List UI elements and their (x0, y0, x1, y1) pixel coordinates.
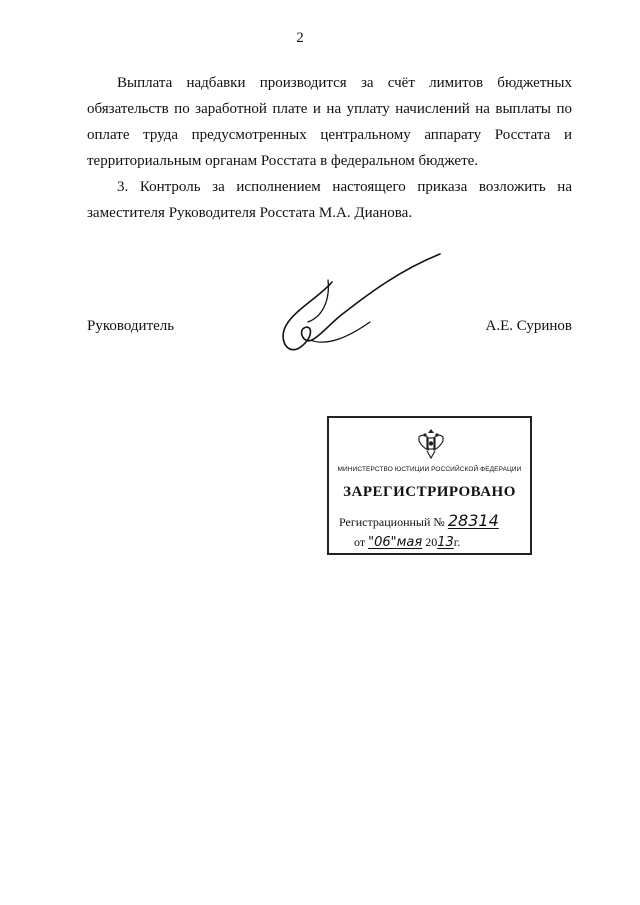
paragraph-payment: Выплата надбавки производится за счёт лимитов бюджетных обязательств по заработной плате и на уплату начислений на выплаты по оплате труда предусмотренных центральному аппарату Росстата и территориальным органам Росстата в федеральном бюджете. (87, 75, 572, 169)
handwritten-signature (268, 252, 448, 367)
signatory-name: А.Е. Суринов (485, 318, 572, 334)
stamp-date-line (354, 535, 460, 550)
stamp-ministry: МИНИСТЕРСТВО ЮСТИЦИИ РОССИЙСКОЙ ФЕДЕРАЦИИ (337, 466, 522, 473)
document-body (87, 70, 572, 226)
date-suffix: г. (453, 535, 461, 549)
stamp-reg-line (339, 511, 499, 530)
date-year-prefix: 20 (425, 535, 438, 549)
date-prefix: от (354, 535, 366, 549)
stamp-registered: ЗАРЕГИСТРИРОВАНО (343, 484, 516, 500)
page-number: 2 (296, 30, 304, 46)
date-year: 13 (437, 535, 454, 550)
signatory-title: Руководитель (87, 318, 175, 334)
date-day: "06" (368, 535, 397, 550)
coat-of-arms-icon (413, 426, 449, 462)
reg-number: 28314 (447, 511, 499, 530)
paragraph-control: 3. Контроль за исполнением настоящего приказа возложить на заместителя Руководителя Росстата М.А. Дианова. (87, 179, 572, 221)
reg-number-label: Регистрационный № (339, 515, 445, 529)
registration-stamp (327, 416, 532, 555)
date-month: мая (396, 535, 423, 550)
